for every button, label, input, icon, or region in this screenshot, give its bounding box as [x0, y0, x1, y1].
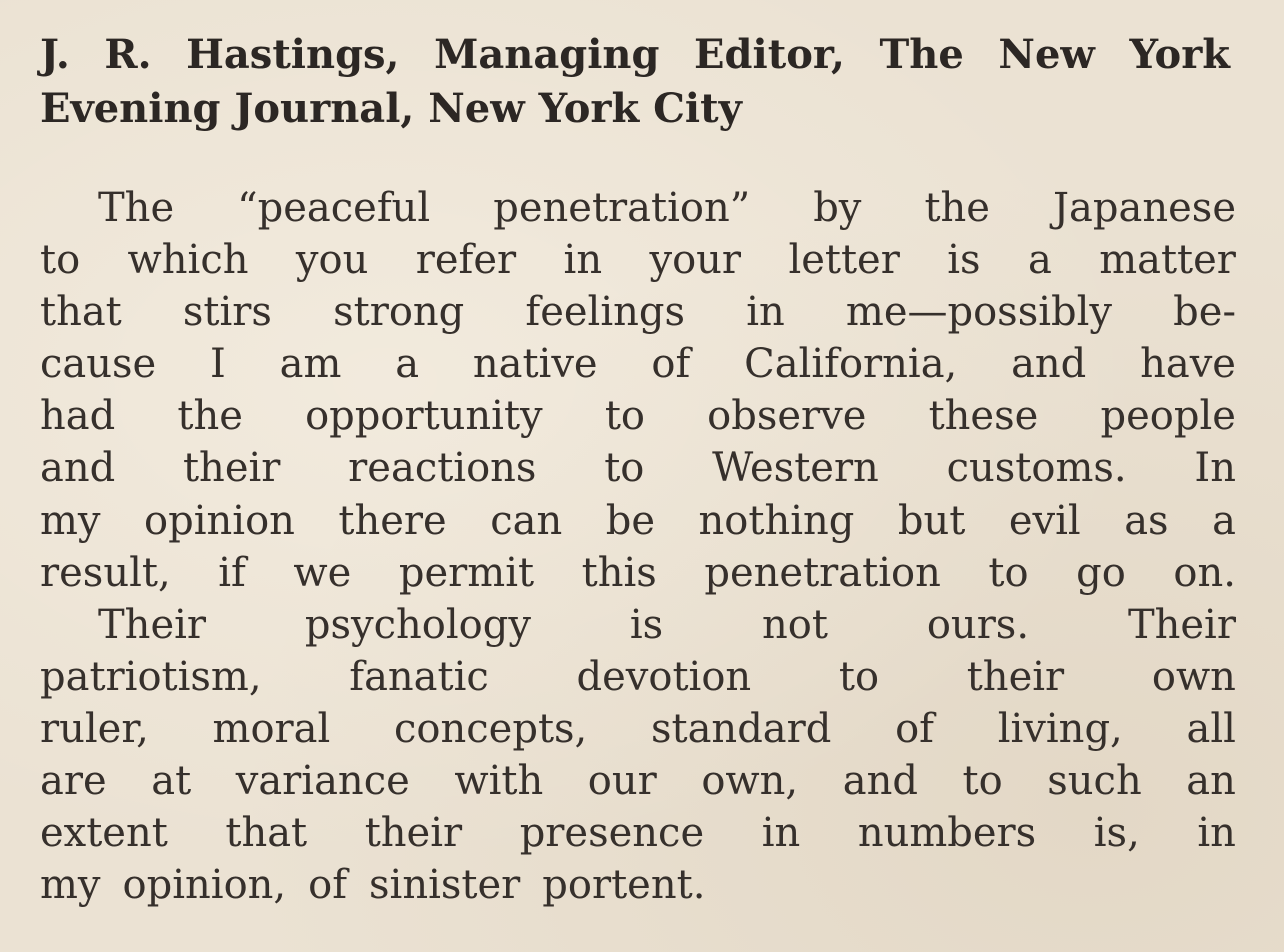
word: be- — [1173, 289, 1236, 336]
word: a — [1027, 237, 1052, 284]
text-line — [40, 547, 1236, 599]
word: cause — [40, 341, 157, 388]
word: penetration — [704, 549, 941, 596]
word: to — [988, 549, 1029, 596]
word: the — [924, 185, 990, 231]
word: devotion — [576, 653, 752, 700]
word: an — [1186, 758, 1236, 805]
word: penetration” — [493, 185, 751, 231]
word: permit — [398, 549, 535, 596]
word: own, — [701, 758, 799, 805]
word: in — [746, 289, 785, 336]
word: my — [40, 497, 101, 544]
word: to — [604, 445, 645, 492]
word: in — [761, 810, 801, 857]
word: in — [1197, 810, 1236, 857]
word: people — [1100, 393, 1236, 440]
word: not — [762, 601, 828, 648]
word: on. — [1173, 549, 1236, 596]
text-line — [40, 755, 1236, 807]
word: sinister — [369, 862, 521, 909]
word: of — [308, 862, 348, 909]
text-line — [40, 234, 1236, 286]
word: patriotism, — [40, 653, 262, 700]
word: observe — [707, 393, 867, 440]
word: stirs — [182, 289, 272, 336]
word: can — [490, 497, 563, 544]
word: Western — [712, 445, 879, 492]
word: opportunity — [305, 393, 543, 440]
word: numbers — [857, 810, 1037, 857]
word: at — [151, 758, 192, 805]
word: opinion — [144, 497, 295, 544]
word: by — [813, 185, 862, 231]
word: their — [182, 445, 281, 492]
word: your — [649, 237, 742, 284]
word: of — [895, 705, 934, 752]
word: to — [838, 653, 880, 700]
word: variance — [235, 758, 410, 805]
word: reactions — [348, 445, 537, 492]
word: is — [629, 601, 664, 648]
word: there — [338, 497, 447, 544]
word: as — [1124, 497, 1169, 544]
word: and — [1011, 341, 1087, 388]
word: native — [472, 341, 598, 388]
word: standard — [650, 705, 832, 752]
word: feelings — [525, 289, 686, 336]
word: the — [177, 393, 243, 440]
word: but — [897, 497, 966, 544]
word: result, — [40, 549, 171, 596]
word: you — [295, 237, 369, 284]
word: nothing — [698, 497, 855, 544]
word: and — [842, 758, 918, 805]
word: we — [293, 549, 352, 596]
word: their — [966, 653, 1065, 700]
word: such — [1047, 758, 1142, 805]
text-line — [40, 651, 1236, 703]
word: a — [1212, 497, 1236, 544]
text-line — [40, 703, 1236, 755]
word: that — [40, 289, 122, 336]
word: are — [40, 758, 107, 805]
word: opinion, — [122, 862, 287, 909]
word: moral — [212, 705, 331, 752]
word: all — [1186, 705, 1236, 752]
text-line — [40, 495, 1236, 547]
word: matter — [1099, 237, 1236, 284]
text-line — [40, 390, 1236, 442]
word: is, — [1093, 810, 1140, 857]
word: fanatic — [349, 653, 489, 700]
word: evil — [1008, 497, 1081, 544]
word: our — [587, 758, 657, 805]
word: which — [127, 237, 249, 284]
word: my — [40, 862, 101, 909]
word: in — [563, 237, 603, 284]
word: living, — [997, 705, 1123, 752]
word: “peaceful — [237, 185, 431, 231]
word: portent. — [542, 862, 706, 909]
word: refer — [415, 237, 517, 284]
word: I — [210, 341, 226, 388]
word: go — [1076, 549, 1126, 596]
word: The — [98, 185, 175, 231]
word: their — [364, 810, 463, 857]
word: Japanese — [1053, 185, 1236, 231]
text-line — [40, 859, 1236, 911]
word: with — [454, 758, 544, 805]
word: these — [928, 393, 1039, 440]
word: Their — [1127, 601, 1236, 648]
word: is — [947, 237, 981, 284]
word: had — [40, 393, 116, 440]
word: have — [1140, 341, 1236, 388]
word: own — [1151, 653, 1236, 700]
word: ruler, — [40, 705, 149, 752]
word: to — [40, 237, 81, 284]
text-line — [40, 182, 1236, 234]
word: me—possibly — [845, 289, 1113, 336]
word: that — [225, 810, 308, 857]
word: letter — [788, 237, 900, 284]
text-line — [40, 338, 1236, 390]
word: customs. — [946, 445, 1127, 492]
word: this — [581, 549, 657, 596]
word: and — [40, 445, 116, 492]
word: to — [604, 393, 645, 440]
word: Their — [98, 601, 207, 648]
word: extent — [40, 810, 168, 857]
word: psychology — [304, 601, 531, 648]
heading: J. R. Hastings, Managing Editor, The New York Evening Journal, New York City — [40, 31, 1230, 132]
word: concepts, — [394, 705, 588, 752]
word: California, — [744, 341, 958, 388]
word: be — [605, 497, 656, 544]
word: a — [395, 341, 420, 388]
word: ours. — [926, 601, 1030, 648]
text-line — [40, 599, 1236, 651]
text-line — [40, 807, 1236, 859]
word: strong — [333, 289, 465, 336]
text-line — [40, 286, 1236, 338]
word: to — [962, 758, 1003, 805]
text-line — [40, 442, 1236, 494]
word: if — [218, 549, 246, 596]
word: presence — [519, 810, 705, 857]
word: In — [1194, 445, 1236, 492]
word: of — [651, 341, 691, 388]
letter-body — [40, 182, 1236, 911]
word: am — [279, 341, 342, 388]
